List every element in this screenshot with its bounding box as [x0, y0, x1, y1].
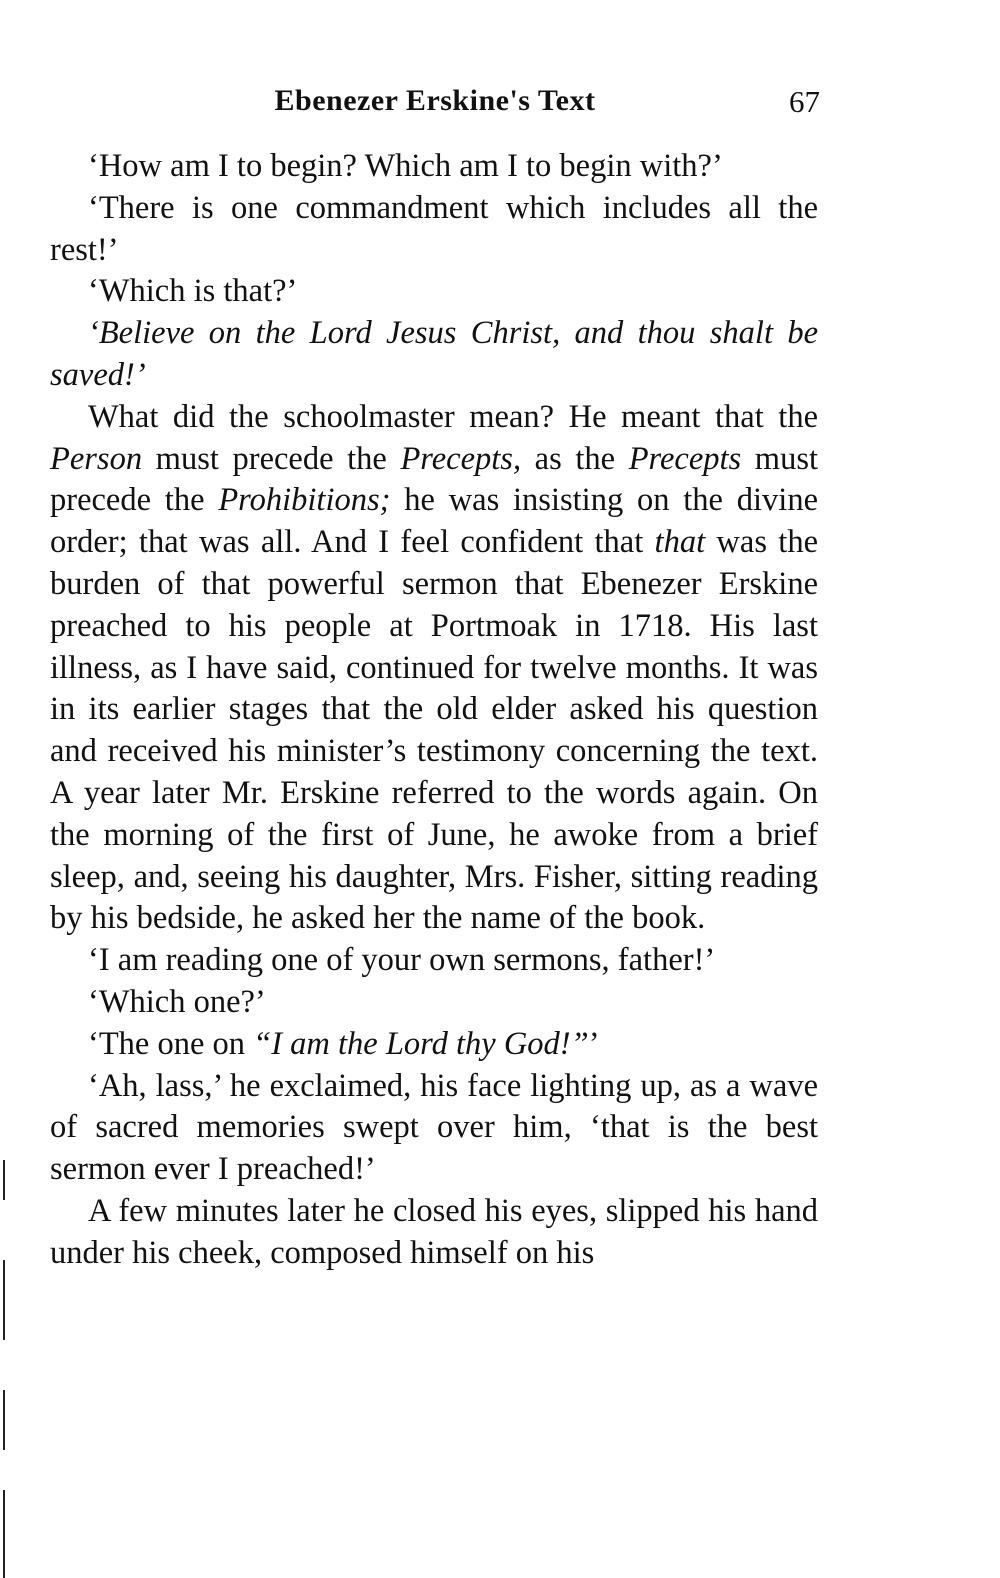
text-run: was the burden of that powerful sermon that Ebenezer Erskine preached to his people at Portmoak in 1718. His last illness, as I have said, continued for twelve months. It was in its earlier stages that the old elder asked his question and received his minister’s testimony concerning the text. A year later Mr. Erskine referred to the words again. On the morning of the first of June, he awoke from a brief sleep, and, seeing his daughter, Mrs. Fisher, sitting reading by his bedside, he asked her the name of the book.: [50, 524, 818, 937]
scan-edge-marks: [0, 1160, 12, 1578]
paragraph: ‘I am reading one of your own sermons, father!’: [88, 942, 716, 979]
scan-mark: [3, 1160, 5, 1200]
text-run: as the: [521, 440, 629, 477]
italic-word: Precepts: [628, 440, 742, 477]
text-run: ’: [588, 1025, 600, 1062]
body-text: [50, 146, 818, 1275]
paragraph: A few minutes later he closed his eyes, slipped his hand under his cheek, composed himself on his: [50, 1192, 818, 1271]
text-run: ‘The one on: [88, 1025, 254, 1062]
paragraph: [50, 397, 818, 940]
text-run: must precede the: [50, 440, 819, 519]
running-title: Ebenezer Erskine's Text: [274, 84, 596, 117]
italic-quote: “I am the Lord thy God!”: [253, 1025, 589, 1062]
paragraph: ‘There is one commandment which includes all the rest!’: [50, 189, 818, 268]
running-head: [50, 80, 820, 124]
paragraph: ‘How am I to begin? Which am I to begin with?’: [88, 148, 723, 184]
text-run: he was insisting on the divine order; that was all. And I feel confident that: [50, 482, 818, 561]
paragraph: ‘Ah, lass,’ he exclaimed, his face lighting up, as a wave of sacred memories swept over him, ‘that is the best sermon ever I preached!’: [50, 1067, 818, 1188]
text-run: must precede the: [142, 440, 401, 477]
text-run: What did the schoolmaster mean? He meant that the: [88, 398, 818, 435]
italic-word: that: [654, 524, 706, 561]
scan-mark: [3, 1490, 5, 1578]
italic-word: Prohibitions;: [218, 482, 391, 519]
paragraph: [50, 1024, 818, 1066]
italic-word: Precepts,: [400, 440, 522, 477]
scan-mark: [3, 1390, 5, 1450]
italic-word: Person: [50, 440, 143, 477]
paragraph-italic: [50, 313, 818, 397]
scan-mark: [3, 1260, 5, 1340]
paragraph: ‘Which one?’: [88, 983, 266, 1020]
page-number: 67: [789, 84, 820, 119]
paragraph: ‘Which is that?’: [88, 273, 298, 310]
italic-quote: ‘Believe on the Lord Jesus Christ, and thou shalt be saved!’: [50, 315, 818, 393]
